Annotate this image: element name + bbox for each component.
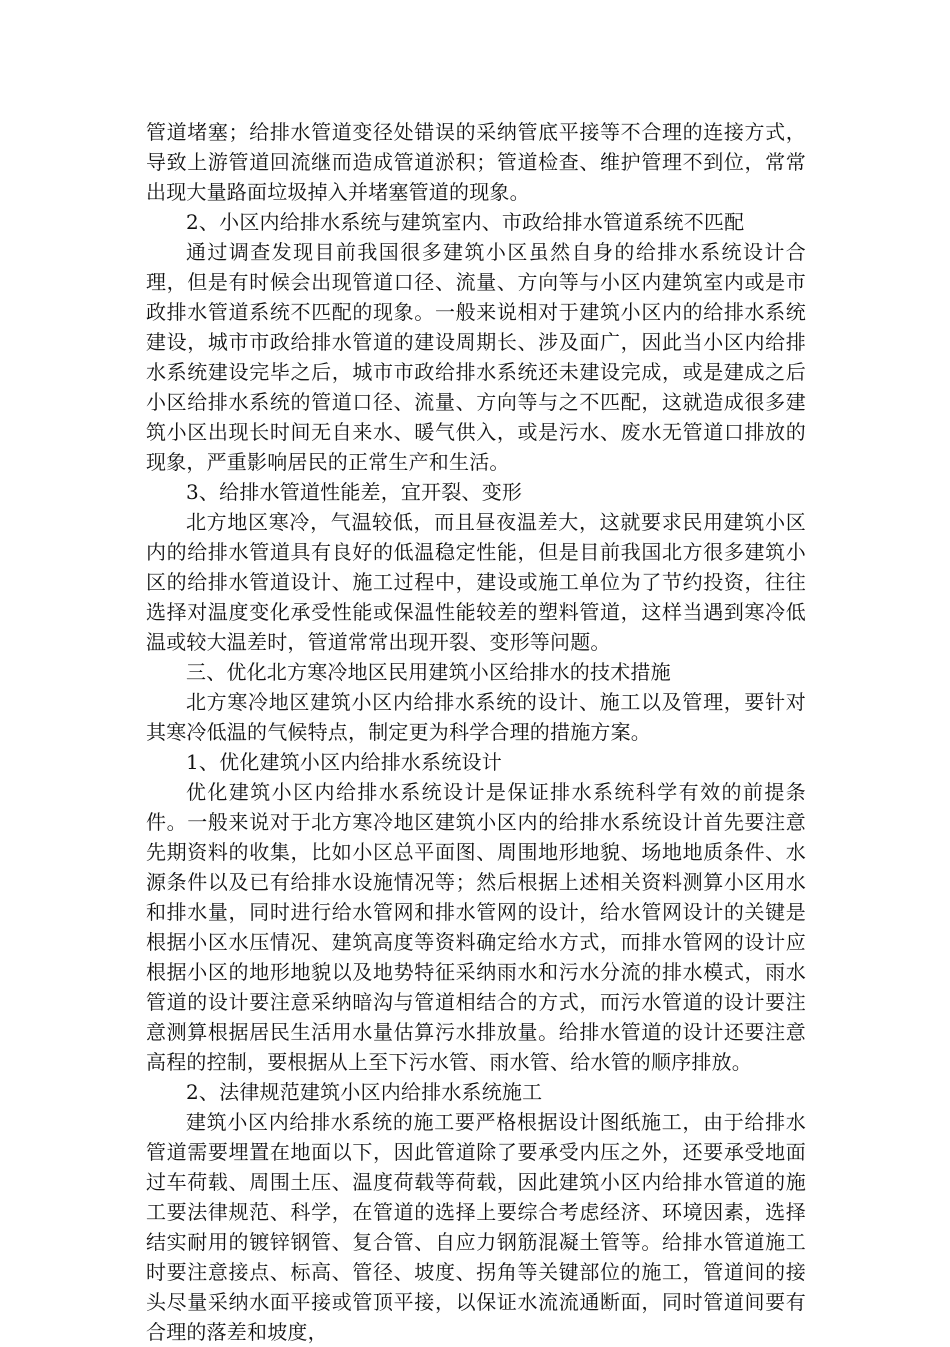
heading-optimize-design: 1、优化建筑小区内给排水系统设计 [186, 750, 502, 774]
heading-pipe-performance: 3、给排水管道性能差，宜开裂、变形 [186, 480, 523, 504]
heading-section-three: 三、优化北方寒冷地区民用建筑小区给排水的技术措施 [186, 660, 671, 684]
paragraph-standardize-construction: 建筑小区内给排水系统的施工要严格根据设计图纸施工，由于给排水管道需要埋置在地面以下，因此管道除了要承受内压之外，还要承受地面过车荷载、周围土压、温度荷载等荷载，因此建筑小区内给排水管道的施工要法律规范、科学，在管道的选择上要综合考虑经济、环境因素，选择结实耐用的镀锌钢管、复合管、自应力钢筋混凝土管等。给排水管道施工时要注意接点、标高、管径、坡度、拐角等关键部位的施工，管道间的接头尽量采纳水面平接或管顶平接，以保证水流流通断面，同时管道间要有合理的落差和坡度， [146, 1110, 806, 1344]
paragraph-system-mismatch: 通过调查发现目前我国很多建筑小区虽然自身的给排水系统设计合理，但是有时候会出现管道口径、流量、方向等与小区内建筑室内或是市政排水管道系统不匹配的现象。一般来说相对于建筑小区内的给排水系统建设，城市市政给排水管道的建设周期长、涉及面广，因此当小区内给排水系统建设完毕之后，城市市政给排水系统还未建设完成，或是建成之后小区给排水系统的管道口径、流量、方向等与之不匹配，这就造成很多建筑小区出现长时间无自来水、暖气供入，或是污水、废水无管道口排放的现象，严重影响居民的正常生产和生活。 [146, 240, 806, 474]
paragraph-optimize-design: 优化建筑小区内给排水系统设计是保证排水系统科学有效的前提条件。一般来说对于北方寒冷地区建筑小区内的给排水系统设计首先要注意先期资料的收集，比如小区总平面图、周围地形地貌、场地地质条件、水源条件以及已有给排水设施情况等；然后根据上述相关资料测算小区用水和排水量，同时进行给水管网和排水管网的设计，给水管网设计的关键是根据小区水压情况、建筑高度等资料确定给水方式，而排水管网的设计应根据小区的地形地貌以及地势特征采纳雨水和污水分流的排水模式，雨水管道的设计要注意采纳暗沟与管道相结合的方式，而污水管道的设计要注意测算根据居民生活用水量估算污水排放量。给排水管道的设计还要注意高程的控制，要根据从上至下污水管、雨水管、给水管的顺序排放。 [146, 780, 806, 1074]
paragraph-section-three-intro: 北方寒冷地区建筑小区内给排水系统的设计、施工以及管理，要针对其寒冷低温的气候特点，制定更为科学合理的措施方案。 [146, 690, 806, 744]
heading-system-mismatch: 2、小区内给排水系统与建筑室内、市政给排水管道系统不匹配 [186, 210, 745, 234]
document-body [146, 117, 806, 1347]
paragraph-pipe-blockage-causes: 管道堵塞；给排水管道变径处错误的采纳管底平接等不合理的连接方式，导致上游管道回流继而造成管道淤积；管道检查、维护管理不到位，常常出现大量路面垃圾掉入并堵塞管道的现象。 [146, 120, 806, 204]
heading-standardize-construction: 2、法律规范建筑小区内给排水系统施工 [186, 1080, 543, 1104]
paragraph-pipe-performance: 北方地区寒冷，气温较低，而且昼夜温差大，这就要求民用建筑小区内的给排水管道具有良好的低温稳定性能，但是目前我国北方很多建筑小区的给排水管道设计、施工过程中，建设或施工单位为了节约投资，往往选择对温度变化承受性能或保温性能较差的塑料管道，这样当遇到寒冷低温或较大温差时，管道常常出现开裂、变形等问题。 [146, 510, 806, 654]
